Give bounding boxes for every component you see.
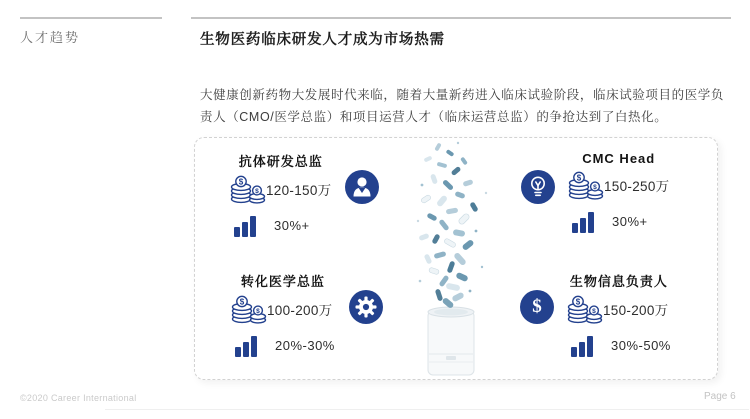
bar-chart-icon [570, 333, 594, 357]
svg-text:$: $ [256, 308, 260, 315]
growth-rate: 30%+ [612, 213, 648, 229]
svg-text:$: $ [593, 184, 597, 191]
page-title: 生物医药临床研发人才成为市场热需 [200, 32, 445, 48]
page-number: Page 6 [704, 391, 736, 402]
salary-range: 150-250万 [604, 179, 670, 194]
role-title: CMC Head [582, 151, 656, 166]
stat-card-antibody-rd-director [230, 151, 379, 237]
role-title: 抗体研发总监 [238, 154, 323, 169]
title-rule [191, 17, 731, 19]
svg-text:$: $ [255, 188, 259, 195]
role-title: 转化医学总监 [240, 274, 325, 289]
stat-card-cmc-head [521, 151, 669, 233]
salary-range: 100-200万 [267, 303, 333, 318]
salary-range: 120-150万 [266, 183, 332, 198]
dollar-icon: $ [520, 290, 554, 324]
section-label: 人才趋势 [20, 30, 81, 45]
intro-paragraph: 大健康创新药物大发展时代来临，随着大量新药进入临床试验阶段，临床试验项目的医学负责人（CMO/医学总监）和项目运营人才（临床运营总监）的争抢达到了白热化。 [200, 88, 725, 124]
sidebar-rule [20, 17, 162, 19]
svg-text:$: $ [592, 308, 596, 315]
svg-text:$: $ [239, 297, 245, 307]
coins-icon [230, 174, 266, 204]
bar-chart-icon [571, 209, 595, 233]
coins-icon [568, 170, 604, 200]
svg-text:$: $ [575, 297, 581, 307]
pill-bottle-confetti-illustration [398, 141, 508, 379]
svg-text:$: $ [238, 177, 244, 187]
coins-icon [567, 294, 603, 324]
person-icon [345, 170, 379, 204]
copyright-text: ©2020 Career International [20, 393, 137, 403]
bar-chart-icon [233, 213, 257, 237]
stat-card-translational-medicine-director [231, 271, 383, 357]
stat-card-bioinformatics-lead [520, 271, 671, 357]
svg-text:$: $ [576, 173, 582, 183]
growth-rate: 30%-50% [611, 337, 671, 353]
role-title: 生物信息负责人 [569, 274, 668, 289]
bar-chart-icon [234, 333, 258, 357]
salary-range: 150-200万 [603, 303, 669, 318]
bottom-rule [105, 409, 749, 410]
growth-rate: 30%+ [274, 217, 310, 233]
coins-icon [231, 294, 267, 324]
growth-rate: 20%-30% [275, 337, 335, 353]
lightbulb-icon [521, 170, 555, 204]
gear-icon [349, 290, 383, 324]
